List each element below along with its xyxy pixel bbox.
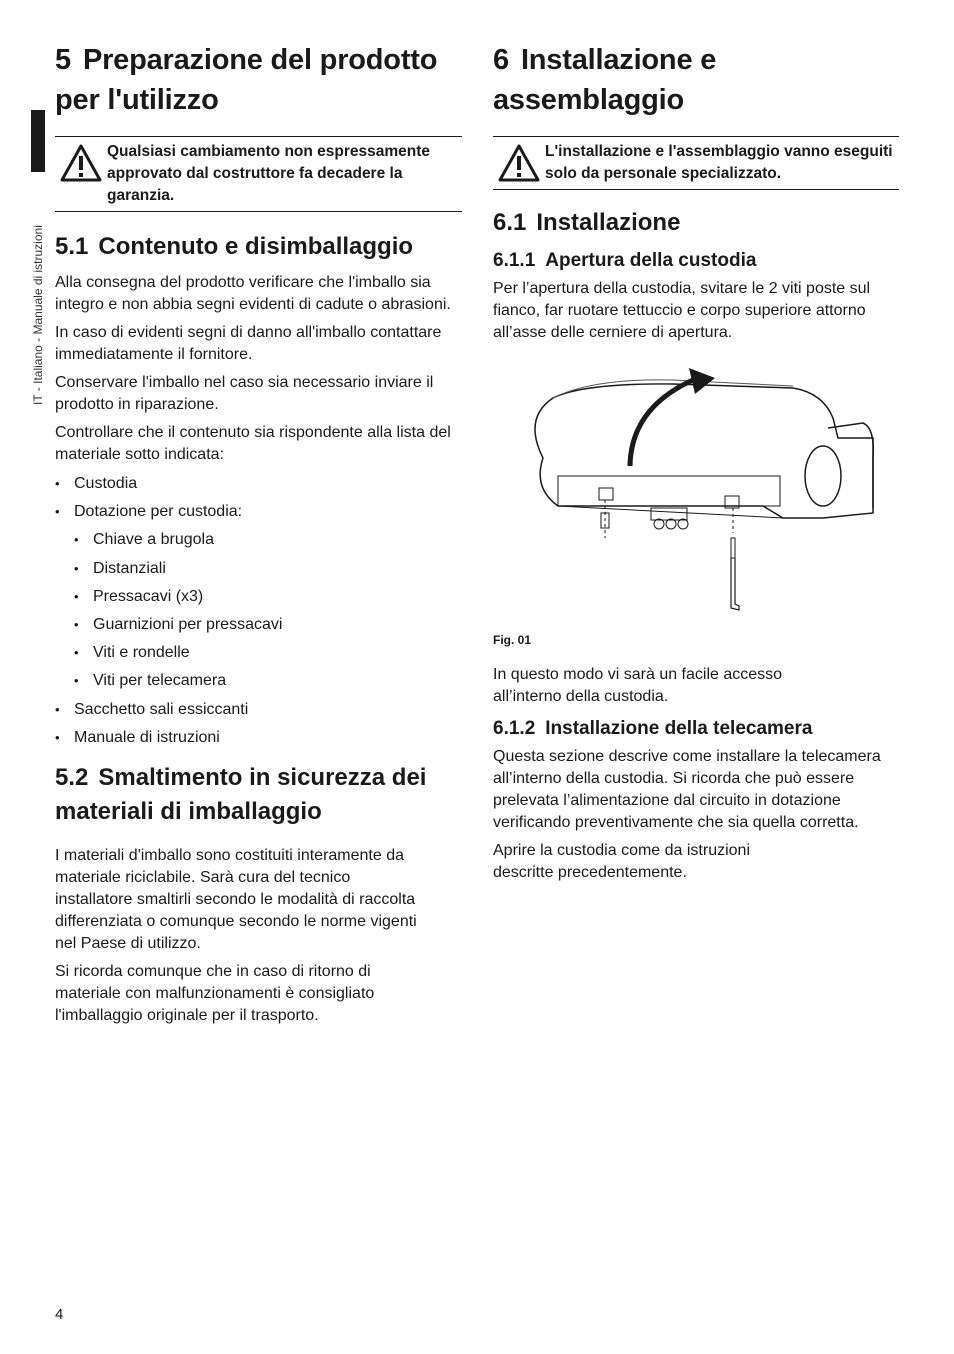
warning-text: L'installazione e l'assemblaggio vanno eseguiti solo da personale specializzato.: [545, 143, 893, 182]
paragraph: Per l’apertura della custodia, svitare le 2 viti poste sul fianco, far ruotare tettuccio e corpo superiore attorno all’asse delle cerniere di apertura.: [493, 280, 871, 341]
paragraph: I materiali d'imballo sono costituiti interamente da materiale riciclabile. Sarà cura del tecnico installatore smaltirli secondo le modalità di raccolta differenziata o comunque secondo le norme vigenti nel Paese di utilizzo.: [55, 846, 417, 952]
figure-caption: Fig. 01: [493, 633, 532, 647]
warning-icon: [55, 143, 107, 183]
list-item: • Distanziali: [74, 558, 462, 580]
paragraph: In caso di evidenti segni di danno all'imballo contattare immediatamente il fornitore.: [55, 324, 442, 363]
paragraph: Alla consegna del prodotto verificare che l'imballo sia integro e non abbia segni evidenti di cadute o abrasioni.: [55, 274, 451, 313]
warning-text: Qualsiasi cambiamento non espressamente approvato dal costruttore fa decadere la garanzia.: [107, 143, 431, 204]
housing-opening-figure: [493, 358, 899, 618]
paragraph: Questa sezione descrive come installare la telecamera all’interno della custodia. Si ricorda che può essere prelevata l’alimentazione dal circuito in dotazione verificando preventivamente che sia quella corretta.: [493, 748, 881, 831]
section-6-1-1-heading: 6.1.1 Apertura della custodia: [493, 250, 757, 271]
paragraph: Si ricorda comunque che in caso di ritorno di materiale con malfunzionamenti è consigliato l'imballaggio originale per il trasporto.: [55, 962, 375, 1024]
section-6-1-heading: 6.1 Installazione: [493, 209, 681, 236]
chapter-5-heading: 5 Preparazione del prodotto per l'utilizzo: [55, 44, 438, 116]
list-item: • Dotazione per custodia:: [55, 501, 462, 523]
list-item: • Sacchetto sali essiccanti: [55, 699, 462, 721]
paragraph: Aprire la custodia come da istruzioni descritte precedentemente.: [493, 842, 751, 881]
list-item: • Pressacavi (x3): [74, 586, 462, 608]
paragraph: In questo modo vi sarà un facile accesso all’interno della custodia.: [493, 666, 783, 705]
paragraph: Conservare l'imballo nel caso sia necessario inviare il prodotto in riparazione.: [55, 374, 434, 413]
list-item: • Guarnizioni per pressacavi: [74, 614, 462, 636]
warning-box-warranty: [55, 136, 462, 212]
side-tab-marker: [31, 110, 45, 172]
section-6-1-2-heading: 6.1.2 Installazione della telecamera: [493, 718, 813, 739]
right-column: [493, 40, 899, 890]
left-column: [55, 40, 462, 1033]
section-5-2-heading: 5.2 Smaltimento in sicurezza dei materiali di imballaggio: [55, 763, 427, 825]
list-item: • Viti e rondelle: [74, 642, 462, 664]
list-item: • Chiave a brugola: [74, 529, 462, 551]
contents-list: [55, 473, 462, 749]
warning-icon: [493, 143, 545, 183]
chapter-6-heading: 6 Installazione e assemblaggio: [493, 44, 717, 116]
section-5-1-heading: 5.1 Contenuto e disimballaggio: [55, 233, 414, 260]
list-item: • Viti per telecamera: [74, 670, 462, 692]
page-number: 4: [55, 1306, 64, 1323]
paragraph: Controllare che il contenuto sia rispondente alla lista del materiale sotto indicata:: [55, 424, 451, 463]
list-item: • Manuale di istruzioni: [55, 727, 462, 749]
list-item: • Custodia: [55, 473, 462, 495]
warning-box-installation: [493, 136, 899, 190]
